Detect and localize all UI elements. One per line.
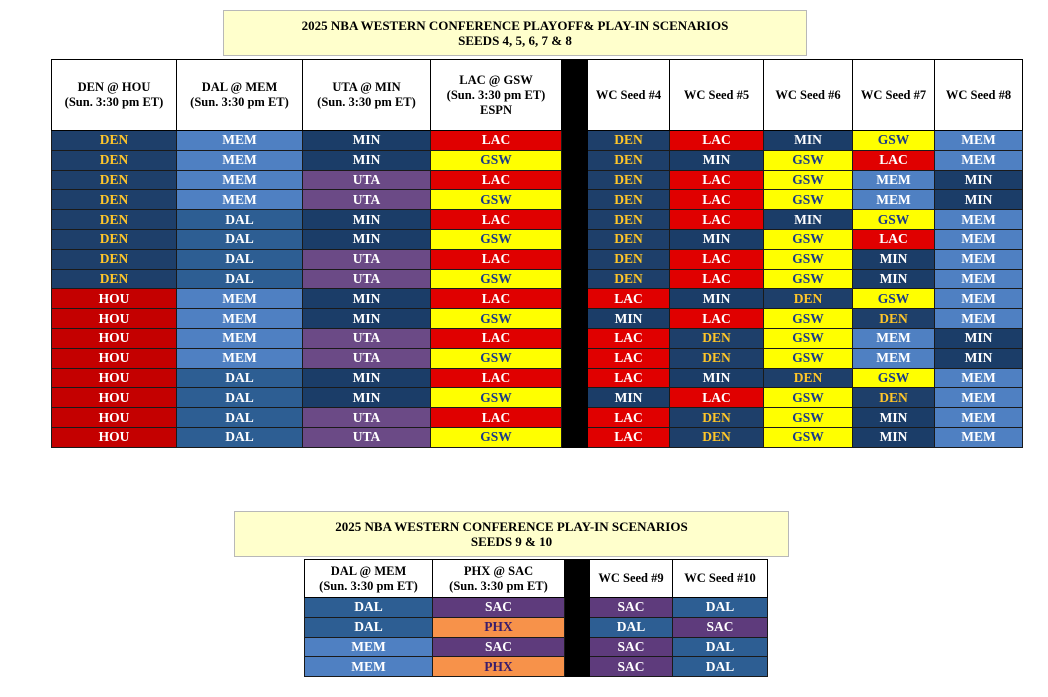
team-cell: DEN (853, 309, 935, 329)
seeds-4-8-table (51, 59, 1023, 448)
team-cell: MIN (588, 309, 670, 329)
team-cell: LAC (588, 408, 670, 428)
team-cell: MIN (670, 229, 764, 249)
column-header (303, 60, 431, 131)
team-cell: LAC (588, 328, 670, 348)
team-cell: DAL (673, 637, 768, 657)
team-cell: MEM (935, 408, 1023, 428)
team-cell: DEN (588, 190, 670, 210)
team-cell: HOU (52, 309, 177, 329)
team-cell: MIN (764, 210, 853, 230)
team-cell: UTA (303, 249, 431, 269)
team-cell: GSW (764, 249, 853, 269)
column-header-line: WC Seed #9 (598, 571, 664, 585)
team-cell: MEM (305, 657, 433, 677)
team-cell: GSW (764, 427, 853, 447)
team-cell: MEM (853, 190, 935, 210)
column-header-line: WC Seed #8 (945, 87, 1012, 102)
team-cell: DEN (52, 170, 177, 190)
team-cell: DAL (177, 229, 303, 249)
team-cell: GSW (764, 229, 853, 249)
table-row (305, 598, 768, 618)
bottom-title-line1: 2025 NBA WESTERN CONFERENCE PLAY-IN SCENARIOS (335, 519, 688, 534)
team-cell: MEM (177, 348, 303, 368)
team-cell: MIN (303, 229, 431, 249)
team-cell: LAC (853, 150, 935, 170)
team-cell: LAC (431, 289, 562, 309)
team-cell: DEN (52, 269, 177, 289)
team-cell: LAC (588, 348, 670, 368)
team-cell: MEM (853, 328, 935, 348)
team-cell: HOU (52, 427, 177, 447)
team-cell: DAL (177, 388, 303, 408)
column-header-line: WC Seed #10 (684, 571, 756, 585)
team-cell: DAL (177, 269, 303, 289)
team-cell: LAC (670, 309, 764, 329)
team-cell: MEM (853, 348, 935, 368)
team-cell: UTA (303, 190, 431, 210)
team-cell: MEM (853, 170, 935, 190)
team-cell: SAC (673, 617, 768, 637)
team-cell: DAL (590, 617, 673, 637)
team-cell: SAC (433, 598, 565, 618)
column-header (588, 60, 670, 131)
team-cell: UTA (303, 328, 431, 348)
team-cell: GSW (853, 131, 935, 151)
team-cell: MEM (935, 210, 1023, 230)
separator-column (562, 60, 588, 131)
team-cell: LAC (431, 170, 562, 190)
team-cell: LAC (670, 388, 764, 408)
team-cell: MEM (177, 309, 303, 329)
team-cell: SAC (590, 657, 673, 677)
column-header-line: DAL @ MEM (201, 80, 278, 94)
column-header-line: (Sun. 3:30 pm ET) (319, 578, 418, 593)
column-header-line: WC Seed #6 (775, 87, 841, 102)
table-row (52, 309, 1023, 329)
team-cell: DEN (588, 229, 670, 249)
team-cell: MIN (853, 408, 935, 428)
team-cell: DEN (764, 289, 853, 309)
team-cell: LAC (431, 131, 562, 151)
team-cell: MEM (935, 249, 1023, 269)
team-cell: GSW (431, 427, 562, 447)
team-cell: MEM (305, 637, 433, 657)
team-cell: MIN (303, 210, 431, 230)
separator-cell (565, 637, 590, 657)
team-cell: LAC (588, 289, 670, 309)
team-cell: LAC (853, 229, 935, 249)
team-cell: GSW (853, 368, 935, 388)
seeds-9-10-table (304, 559, 768, 677)
team-cell: SAC (590, 598, 673, 618)
table-row (52, 427, 1023, 447)
team-cell: MEM (177, 328, 303, 348)
separator-cell (562, 427, 588, 447)
team-cell: HOU (52, 348, 177, 368)
team-cell: GSW (853, 210, 935, 230)
table-row (52, 170, 1023, 190)
column-header-line: WC Seed #7 (860, 87, 927, 102)
team-cell: DAL (177, 368, 303, 388)
team-cell: MEM (177, 289, 303, 309)
separator-cell (562, 190, 588, 210)
column-header (431, 60, 562, 131)
team-cell: GSW (431, 150, 562, 170)
bottom-title (234, 511, 789, 557)
separator-cell (565, 617, 590, 637)
team-cell: MIN (935, 328, 1023, 348)
team-cell: DAL (177, 249, 303, 269)
team-cell: GSW (431, 269, 562, 289)
team-cell: HOU (52, 408, 177, 428)
table-row (52, 368, 1023, 388)
team-cell: MEM (935, 388, 1023, 408)
separator-cell (562, 368, 588, 388)
separator-cell (565, 657, 590, 677)
table-row (52, 150, 1023, 170)
separator-cell (562, 249, 588, 269)
team-cell: HOU (52, 368, 177, 388)
team-cell: DEN (670, 408, 764, 428)
team-cell: GSW (764, 348, 853, 368)
team-cell: LAC (588, 368, 670, 388)
team-cell: GSW (764, 170, 853, 190)
team-cell: GSW (764, 150, 853, 170)
team-cell: DEN (670, 348, 764, 368)
column-header (673, 560, 768, 598)
team-cell: MIN (303, 289, 431, 309)
team-cell: DEN (764, 368, 853, 388)
team-cell: MEM (935, 309, 1023, 329)
table-row (52, 388, 1023, 408)
team-cell: HOU (52, 388, 177, 408)
team-cell: UTA (303, 269, 431, 289)
team-cell: LAC (670, 131, 764, 151)
table-row (52, 229, 1023, 249)
team-cell: MEM (935, 427, 1023, 447)
team-cell: LAC (431, 368, 562, 388)
team-cell: LAC (431, 249, 562, 269)
column-header (670, 60, 764, 131)
separator-column (565, 560, 590, 598)
team-cell: MEM (935, 229, 1023, 249)
table-row (305, 657, 768, 677)
team-cell: MEM (935, 150, 1023, 170)
column-header (433, 560, 565, 598)
team-cell: GSW (431, 190, 562, 210)
separator-cell (562, 309, 588, 329)
team-cell: HOU (52, 289, 177, 309)
team-cell: MIN (935, 190, 1023, 210)
team-cell: DAL (177, 408, 303, 428)
team-cell: MIN (303, 368, 431, 388)
top-title-line2: SEEDS 4, 5, 6, 7 & 8 (458, 33, 572, 48)
team-cell: GSW (431, 348, 562, 368)
team-cell: DEN (52, 210, 177, 230)
team-cell: GSW (431, 388, 562, 408)
team-cell: MIN (670, 150, 764, 170)
team-cell: MEM (935, 269, 1023, 289)
team-cell: DAL (177, 427, 303, 447)
team-cell: MIN (303, 309, 431, 329)
team-cell: GSW (764, 269, 853, 289)
team-cell: MEM (935, 289, 1023, 309)
top-title (223, 10, 807, 56)
table-row (52, 190, 1023, 210)
column-header-line: (Sun. 3:30 pm ET) (64, 95, 164, 109)
table-row (52, 249, 1023, 269)
team-cell: MEM (177, 150, 303, 170)
team-cell: GSW (431, 309, 562, 329)
table-row (305, 617, 768, 637)
team-cell: LAC (670, 170, 764, 190)
team-cell: LAC (670, 269, 764, 289)
column-header-line: (Sun. 3:30 pm ET) (449, 578, 548, 593)
team-cell: DEN (588, 269, 670, 289)
team-cell: SAC (433, 637, 565, 657)
separator-cell (562, 150, 588, 170)
column-header-line: WC Seed #5 (683, 87, 750, 102)
team-cell: SAC (590, 637, 673, 657)
team-cell: LAC (670, 210, 764, 230)
team-cell: DEN (588, 210, 670, 230)
team-cell: HOU (52, 328, 177, 348)
team-cell: DEN (670, 328, 764, 348)
table-row (305, 637, 768, 657)
top-title-line1: 2025 NBA WESTERN CONFERENCE PLAYOFF& PLAY-IN SCENARIOS (301, 18, 729, 33)
team-cell: PHX (433, 617, 565, 637)
table-row (52, 269, 1023, 289)
team-cell: MEM (177, 170, 303, 190)
column-header (590, 560, 673, 598)
team-cell: GSW (764, 408, 853, 428)
column-header-line: DEN @ HOU (77, 80, 151, 94)
column-header-line: DAL @ MEM (330, 563, 407, 578)
team-cell: MIN (303, 150, 431, 170)
column-header-line: ESPN (480, 102, 512, 117)
table-row (52, 289, 1023, 309)
team-cell: DAL (673, 657, 768, 677)
separator-cell (562, 210, 588, 230)
team-cell: DEN (52, 150, 177, 170)
column-header (177, 60, 303, 131)
team-cell: DEN (52, 229, 177, 249)
team-cell: DEN (588, 249, 670, 269)
team-cell: DEN (670, 427, 764, 447)
team-cell: UTA (303, 408, 431, 428)
column-header-line: UTA @ MIN (332, 80, 401, 94)
team-cell: LAC (431, 328, 562, 348)
team-cell: GSW (431, 229, 562, 249)
separator-cell (565, 598, 590, 618)
table-row (52, 348, 1023, 368)
column-header-line: (Sun. 3:30 pm ET) (317, 95, 416, 109)
team-cell: MIN (853, 249, 935, 269)
team-cell: MIN (303, 388, 431, 408)
separator-cell (562, 170, 588, 190)
column-header-line: (Sun. 3:30 pm ET) (190, 95, 289, 109)
team-cell: DAL (177, 210, 303, 230)
team-cell: MEM (935, 368, 1023, 388)
team-cell: GSW (853, 289, 935, 309)
team-cell: DEN (588, 150, 670, 170)
team-cell: GSW (764, 309, 853, 329)
team-cell: DEN (52, 249, 177, 269)
team-cell: LAC (588, 427, 670, 447)
team-cell: DEN (52, 190, 177, 210)
team-cell: MIN (935, 348, 1023, 368)
team-cell: LAC (431, 408, 562, 428)
team-cell: DAL (305, 617, 433, 637)
team-cell: MIN (764, 131, 853, 151)
team-cell: UTA (303, 348, 431, 368)
column-header (305, 560, 433, 598)
team-cell: LAC (670, 249, 764, 269)
team-cell: MEM (177, 131, 303, 151)
column-header (935, 60, 1023, 131)
team-cell: MIN (853, 427, 935, 447)
team-cell: DEN (52, 131, 177, 151)
team-cell: MIN (670, 289, 764, 309)
team-cell: DEN (853, 388, 935, 408)
column-header-line: LAC @ GSW (459, 72, 533, 87)
team-cell: MIN (303, 131, 431, 151)
table-row (52, 328, 1023, 348)
column-header (764, 60, 853, 131)
separator-cell (562, 408, 588, 428)
team-cell: GSW (764, 328, 853, 348)
team-cell: MIN (588, 388, 670, 408)
separator-cell (562, 328, 588, 348)
column-header-line: (Sun. 3:30 pm ET) (446, 87, 546, 102)
team-cell: PHX (433, 657, 565, 677)
table-row (52, 131, 1023, 151)
table-row (52, 408, 1023, 428)
team-cell: LAC (670, 190, 764, 210)
team-cell: UTA (303, 170, 431, 190)
team-cell: DEN (588, 170, 670, 190)
bottom-title-line2: SEEDS 9 & 10 (470, 534, 553, 549)
separator-cell (562, 388, 588, 408)
separator-cell (562, 131, 588, 151)
team-cell: UTA (303, 427, 431, 447)
separator-cell (562, 269, 588, 289)
column-header (853, 60, 935, 131)
column-header (52, 60, 177, 131)
column-header-line: PHX @ SAC (463, 563, 534, 578)
table-row (52, 210, 1023, 230)
team-cell: GSW (764, 388, 853, 408)
team-cell: MEM (935, 131, 1023, 151)
team-cell: DAL (673, 598, 768, 618)
team-cell: GSW (764, 190, 853, 210)
team-cell: DEN (588, 131, 670, 151)
team-cell: LAC (431, 210, 562, 230)
team-cell: MEM (177, 190, 303, 210)
separator-cell (562, 229, 588, 249)
team-cell: MIN (670, 368, 764, 388)
separator-cell (562, 289, 588, 309)
team-cell: DAL (305, 598, 433, 618)
team-cell: MIN (853, 269, 935, 289)
separator-cell (562, 348, 588, 368)
team-cell: MIN (935, 170, 1023, 190)
column-header-line: WC Seed #4 (595, 87, 662, 102)
